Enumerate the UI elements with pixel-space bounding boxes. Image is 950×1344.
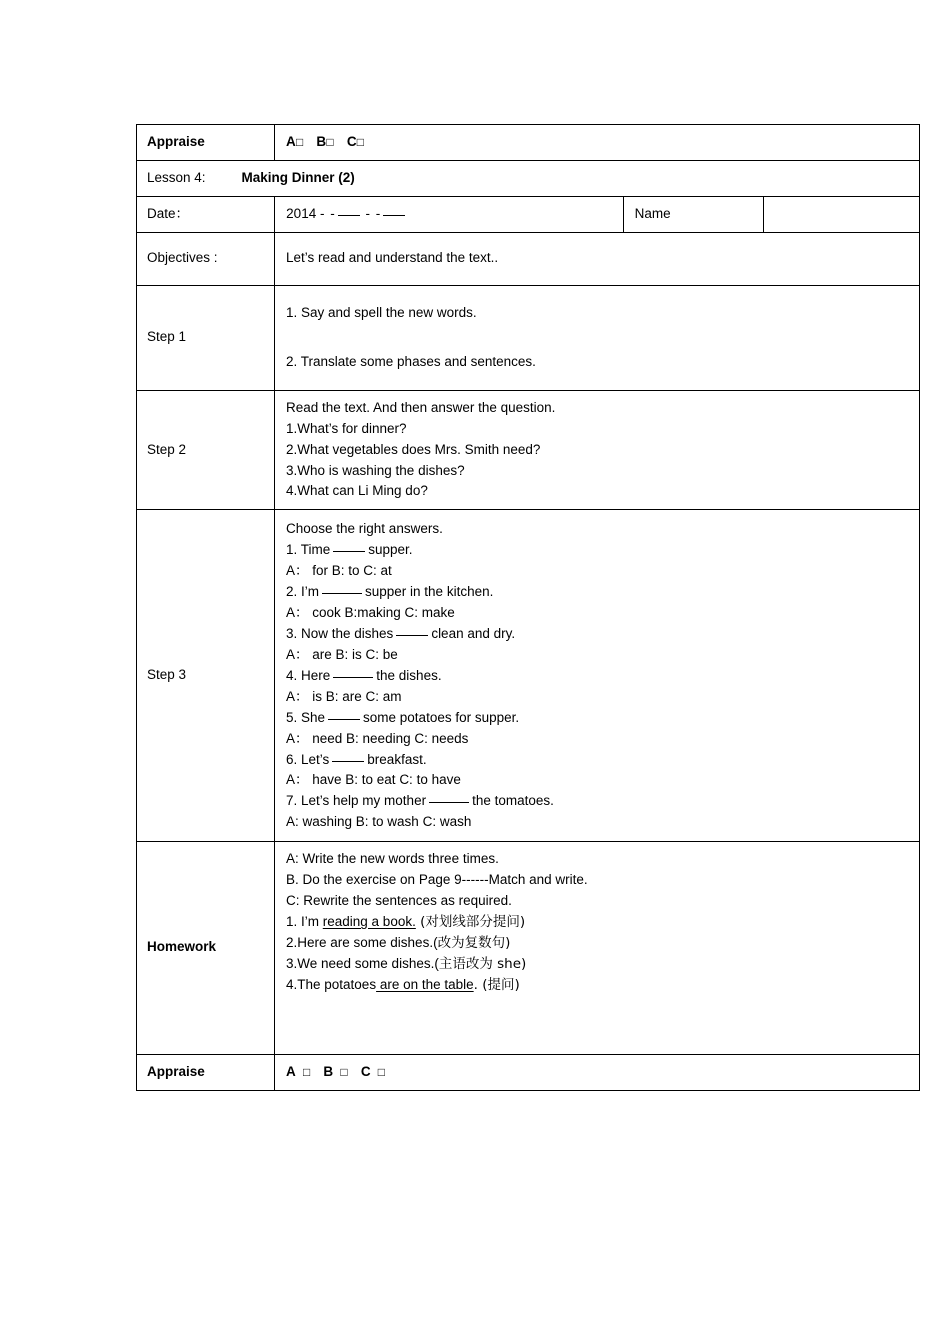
- q4-prefix: 4. Here: [286, 667, 331, 683]
- appraise-bottom-checkbox-b[interactable]: □: [340, 1064, 348, 1079]
- q3-prefix: 3. Now the dishes: [286, 625, 394, 641]
- q1-suffix: supper.: [368, 542, 413, 558]
- step2-line-2: 1.What’s for dinner?: [286, 420, 407, 436]
- homework-rewrite-3: [286, 954, 910, 975]
- step3-options-5[interactable]: A： need B: needing C: needs: [286, 730, 469, 746]
- step3-question-4: [286, 666, 910, 687]
- step1-content-cell: [275, 285, 920, 390]
- hw2-after: 改为复数句): [437, 934, 511, 951]
- step3-question-3: [286, 624, 910, 645]
- q4-blank[interactable]: [333, 677, 373, 678]
- step3-question-7: [286, 791, 910, 812]
- step2-content-cell: [275, 390, 920, 510]
- lesson-title: Making Dinner (2): [241, 169, 355, 185]
- homework-label: Homework: [147, 939, 217, 955]
- hw1-after: (对划线部分提问): [415, 913, 526, 930]
- table-row-objectives: [137, 232, 920, 285]
- lesson-plan-table: [136, 124, 920, 197]
- homework-line-1: A: Write the new words three times.: [286, 851, 499, 867]
- step1-label: Step 1: [147, 329, 187, 345]
- step3-options-7[interactable]: A: washing B: to wash C: wash: [286, 814, 472, 830]
- homework-label-cell: [137, 842, 275, 1054]
- step3-options-2[interactable]: A： cook B:making C: make: [286, 605, 455, 621]
- appraise-top-label-cell: [137, 125, 275, 161]
- name-label-cell: [623, 196, 763, 232]
- appraise-top-checkbox-a[interactable]: □: [295, 135, 304, 149]
- table-row-step3: [137, 510, 920, 842]
- q5-blank[interactable]: [328, 719, 360, 720]
- appraise-bottom-options-cell: [275, 1054, 920, 1090]
- q1-blank[interactable]: [333, 551, 365, 552]
- step2-line-4: 3.Who is washing the dishes?: [286, 462, 465, 478]
- appraise-top-label: Appraise: [147, 134, 205, 149]
- step3-options-3[interactable]: A： are B: is C: be: [286, 646, 398, 662]
- hw4-underlined: are on the table: [376, 976, 474, 992]
- lesson-title-line: [137, 161, 919, 196]
- step3-content: [275, 510, 919, 841]
- step3-question-5: [286, 708, 910, 729]
- q5-prefix: 5. She: [286, 709, 326, 725]
- table-row-appraise-top: [137, 125, 920, 161]
- lesson-plan-sheet: [136, 124, 920, 1091]
- date-separator-1: - -: [319, 205, 336, 221]
- step3-content-cell: [275, 510, 920, 842]
- homework-content-cell: [275, 842, 920, 1054]
- appraise-bottom-checkbox-c[interactable]: □: [377, 1064, 386, 1079]
- hw1-underlined: reading a book.: [322, 913, 416, 929]
- homework-line-2: B. Do the exercise on Page 9------Match and write.: [286, 872, 588, 888]
- table-row-step2: [137, 390, 920, 510]
- appraise-top-checkbox-c[interactable]: □: [356, 135, 365, 149]
- appraise-bottom-checkbox-a[interactable]: □: [302, 1064, 311, 1079]
- appraise-bottom-label: Appraise: [147, 1063, 205, 1079]
- objectives-content-cell: [275, 232, 920, 285]
- hw1-before: 1. I’m: [286, 913, 323, 929]
- date-separator-2: - -: [365, 205, 382, 221]
- step2-label: Step 2: [147, 441, 187, 457]
- lesson-number-label: Lesson 4:: [147, 169, 206, 185]
- step2-line-5: 4.What can Li Ming do?: [286, 483, 428, 499]
- q7-prefix: 7. Let’s help my mother: [286, 793, 427, 809]
- q6-blank[interactable]: [332, 761, 364, 762]
- step3-question-6: [286, 750, 910, 771]
- lesson-plan-table-steps: [136, 232, 920, 1091]
- q6-prefix: 6. Let’s: [286, 751, 330, 767]
- hw4-after: . (提问): [473, 976, 520, 993]
- step2-label-cell: [137, 390, 275, 510]
- objectives-label-cell: [137, 232, 275, 285]
- homework-rewrite-4: [286, 975, 910, 996]
- table-row-homework: [137, 842, 920, 1054]
- appraise-bottom-options: [275, 1055, 919, 1090]
- hw3-after: 主语改为 she): [438, 955, 527, 972]
- step1-line-2: 2. Translate some phases and sentences.: [286, 353, 536, 369]
- appraise-bottom-option-b-letter: B: [323, 1063, 334, 1079]
- step3-options-6[interactable]: A： have B: to eat C: to have: [286, 772, 461, 788]
- homework-rewrite-1: [286, 912, 910, 933]
- name-label: Name: [634, 205, 671, 221]
- date-day-blank[interactable]: [383, 215, 405, 216]
- appraise-bottom-option-a-letter: A: [286, 1063, 296, 1079]
- step1-line-1: 1. Say and spell the new words.: [286, 304, 477, 320]
- name-value: [764, 207, 919, 221]
- q1-prefix: 1. Time: [286, 542, 331, 558]
- q7-suffix: the tomatoes.: [472, 793, 554, 809]
- date-value-cell[interactable]: [275, 196, 623, 232]
- appraise-bottom-option-c-letter: C: [360, 1063, 371, 1079]
- objectives-label: Objectives :: [147, 250, 218, 266]
- appraise-top-options-cell: [275, 125, 920, 161]
- homework-content: [275, 842, 919, 1053]
- objectives-text: Let’s read and understand the text..: [286, 250, 499, 266]
- lesson-title-cell: [137, 160, 920, 196]
- date-month-blank[interactable]: [338, 215, 360, 216]
- date-label: Date：: [147, 205, 190, 221]
- table-row-step1: [137, 285, 920, 390]
- lesson-plan-table-body: [136, 196, 920, 233]
- step3-options-1[interactable]: A： for B: to C: at: [286, 563, 392, 579]
- appraise-top-option-b-letter: B: [316, 134, 327, 149]
- hw4-before: 4.The potatoes: [286, 976, 377, 992]
- step3-options-4[interactable]: A： is B: are C: am: [286, 688, 402, 704]
- date-value: [275, 197, 622, 232]
- step3-heading: Choose the right answers.: [286, 521, 443, 537]
- step1-content: [275, 296, 919, 380]
- step3-question-2: [286, 582, 910, 603]
- date-label-cell: [137, 196, 275, 232]
- q2-suffix: supper in the kitchen.: [365, 584, 494, 600]
- q2-prefix: 2. I’m: [286, 584, 320, 600]
- q2-blank[interactable]: [322, 593, 362, 594]
- step2-line-3: 2.What vegetables does Mrs. Smith need?: [286, 441, 541, 457]
- q6-suffix: breakfast.: [367, 751, 427, 767]
- appraise-top-checkbox-b[interactable]: □: [326, 135, 334, 149]
- appraise-bottom-label-cell: [137, 1054, 275, 1090]
- table-row-date: [137, 196, 920, 232]
- name-value-cell[interactable]: [763, 196, 919, 232]
- table-row-appraise-bottom: [137, 1054, 920, 1090]
- homework-line-3: C: Rewrite the sentences as required.: [286, 893, 512, 909]
- hw3-before: 3.We need some dishes.(: [286, 955, 439, 971]
- q4-suffix: the dishes.: [376, 667, 442, 683]
- q3-blank[interactable]: [396, 635, 428, 636]
- step3-label: Step 3: [147, 667, 187, 683]
- table-row-lesson-title: [137, 160, 920, 196]
- appraise-top-option-c-letter: C: [346, 134, 357, 149]
- step1-label-cell: [137, 285, 275, 390]
- homework-rewrite-2: [286, 933, 910, 954]
- step2-line-1: Read the text. And then answer the question.: [286, 399, 556, 415]
- hw2-before: 2.Here are some dishes.(: [286, 934, 438, 950]
- step3-label-cell: [137, 510, 275, 842]
- step2-content: [275, 391, 919, 510]
- q3-suffix: clean and dry.: [431, 625, 516, 641]
- appraise-top-options: [275, 125, 919, 160]
- date-year: 2014: [286, 205, 317, 221]
- step3-question-1: [286, 540, 910, 561]
- appraise-top-option-a-letter: A: [286, 134, 296, 149]
- q5-suffix: some potatoes for supper.: [363, 709, 520, 725]
- q7-blank[interactable]: [429, 802, 469, 803]
